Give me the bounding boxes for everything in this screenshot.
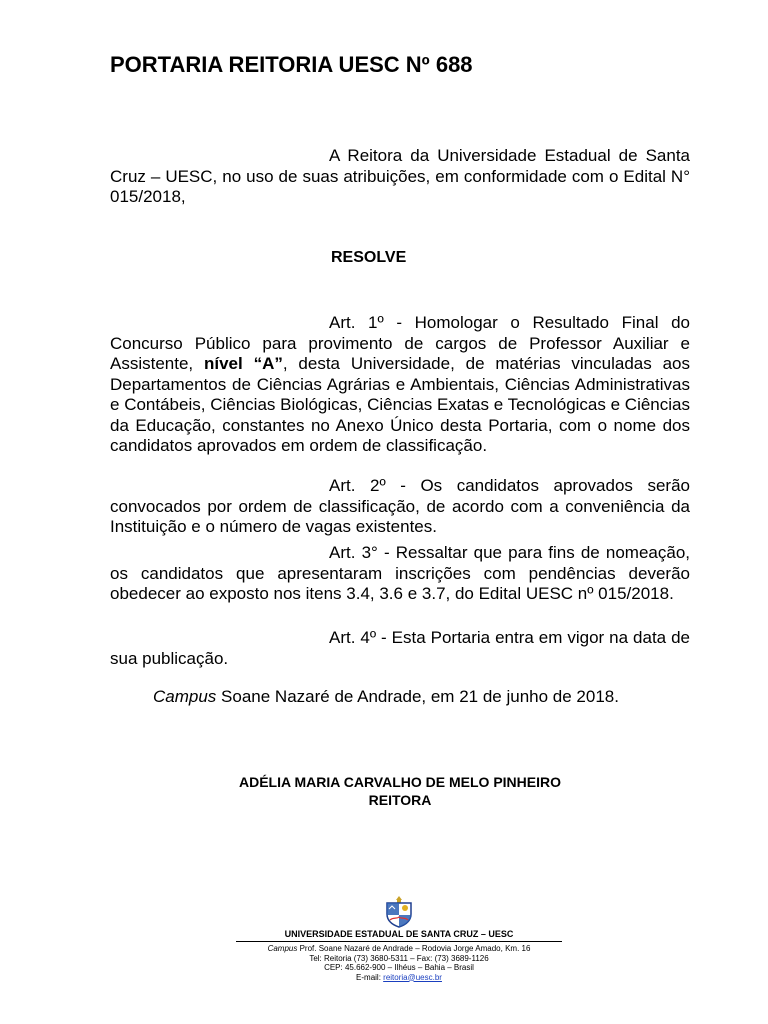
signatory-role: REITORA [368,792,432,808]
article-1-text-start: Art. 1º - Homologar o Resultado Final do Concurso Público para provimento de cargos de Professor Auxiliar e Assistente, [110,313,690,373]
preamble-paragraph: A Reitora da Universidade Estadual de Santa Cruz – UESC, no uso de suas atribuições, em conformidade com o Edital N° 015/2018, [110,146,690,206]
footer-address [236,944,562,954]
footer-campus-word: Campus [267,944,298,953]
footer-email-label: E-mail: [356,972,384,982]
footer-phones: Tel: Reitoria (73) 3680-5311 – Fax: (73) 3689-1126 [309,953,489,963]
signature-block [110,773,690,809]
campus-word: Campus [153,687,217,706]
footer-email-link[interactable]: reitoria@uesc.br [383,972,442,982]
letterhead-footer [236,894,562,982]
footer-email [236,973,562,983]
article-1 [110,313,690,457]
resolve-heading: RESOLVE [331,249,407,266]
article-2: Art. 2º - Os candidatos aprovados serão convocados por ordem de classificação, de acordo com a conveniência da Instituição e o número de vagas existentes. [110,476,690,536]
signatory-name: ADÉLIA MARIA CARVALHO DE MELO PINHEIRO [238,774,561,790]
footer-address-text: Prof. Soane Nazaré de Andrade – Rodovia Jorge Amado, Km. 16 [297,944,531,953]
footer-divider [236,941,562,942]
footer-university-name: UNIVERSIDADE ESTADUAL DE SANTA CRUZ – UESC [284,929,514,939]
article-1-level: nível “A” [204,354,283,373]
document-title: PORTARIA REITORIA UESC Nº 688 [110,52,473,77]
article-4: Art. 4º - Esta Portaria entra em vigor na data de sua publicação. [110,628,690,668]
article-1-text-end: , desta Universidade, de matérias vinculadas aos Departamentos de Ciências Agrárias e Ambientais, Ciências Administrativas e Contábeis, Ciências Biológicas, Ciências Exatas e Tecnológicas e Ciências da Educação, constantes no Anexo Único desta Portaria, com o nome dos candidatos aprovados em ordem de classificação. [110,354,690,455]
footer-cep: CEP: 45.662-900 – Ilhéus – Bahia – Brasil [324,963,474,972]
closing-text: Soane Nazaré de Andrade, em 21 de junho de 2018. [216,687,619,706]
closing-location-date [110,687,690,707]
article-3: Art. 3° - Ressaltar que para fins de nomeação, os candidatos que apresentaram inscrições com pendências deverão obedecer ao exposto nos itens 3.4, 3.6 e 3.7, do Edital UESC nº 015/2018. [110,543,690,603]
university-crest-icon [381,894,417,928]
